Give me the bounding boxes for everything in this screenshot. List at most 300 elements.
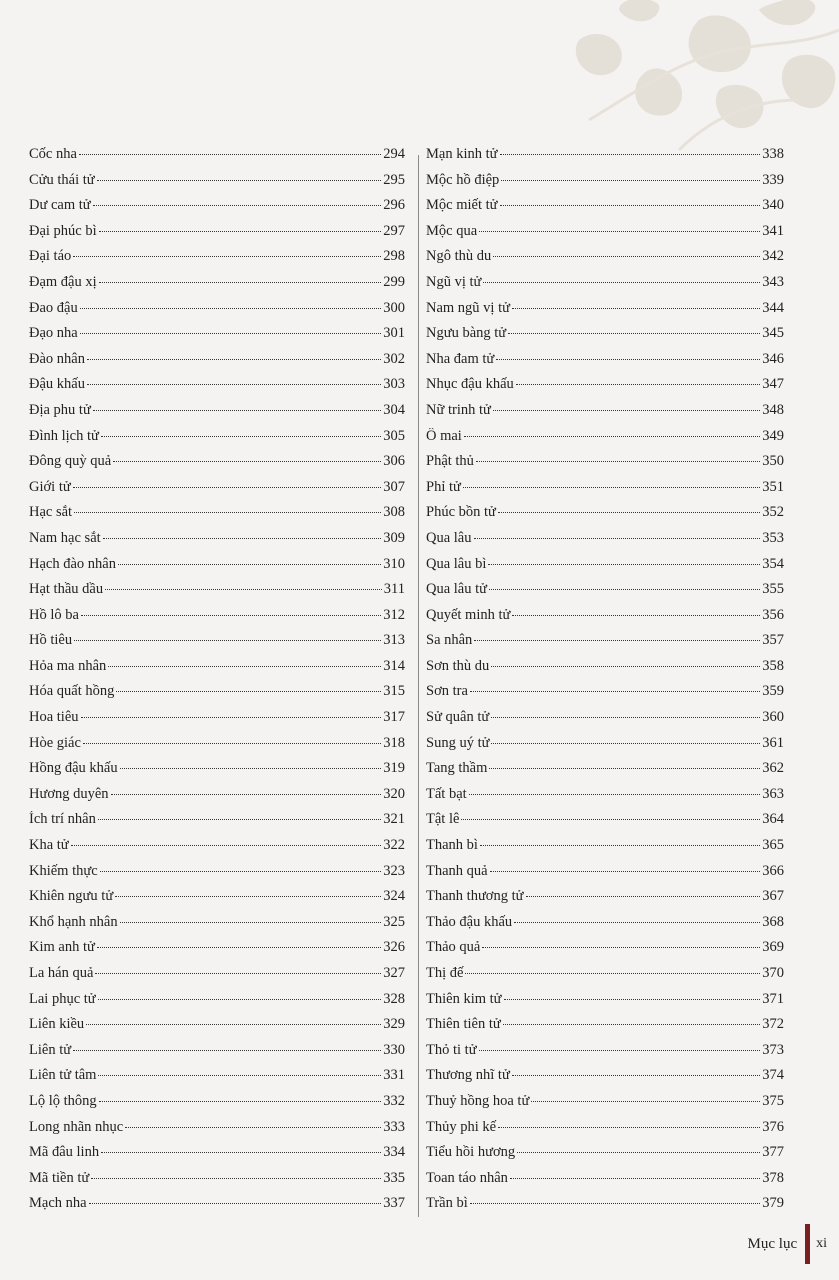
dot-leader xyxy=(479,1050,761,1051)
dot-leader xyxy=(463,487,760,488)
entry-page-number: 368 xyxy=(762,913,784,930)
toc-entry xyxy=(29,837,405,863)
toc-entry xyxy=(426,300,784,326)
entry-title: Thương nhĩ tử xyxy=(426,1067,510,1084)
entry-title: Ngũ vị tử xyxy=(426,273,482,290)
entry-title: Khổ hạnh nhân xyxy=(29,913,118,930)
toc-entry xyxy=(426,1170,784,1196)
entry-title: Toan táo nhân xyxy=(426,1169,508,1186)
entry-page-number: 359 xyxy=(762,683,784,700)
toc-entry xyxy=(29,965,405,991)
entry-title: Đại táo xyxy=(29,248,72,265)
entry-page-number: 306 xyxy=(383,453,405,470)
toc-entry xyxy=(29,1144,405,1170)
toc-entry xyxy=(29,376,405,402)
dot-leader xyxy=(125,1127,381,1128)
floral-ornament xyxy=(559,0,839,160)
entry-title: Hồ lô ba xyxy=(29,606,79,623)
dot-leader xyxy=(510,1178,760,1179)
dot-leader xyxy=(99,282,382,283)
toc-entry xyxy=(29,300,405,326)
entry-page-number: 309 xyxy=(383,529,405,546)
entry-page-number: 347 xyxy=(762,376,784,393)
entry-page-number: 308 xyxy=(383,504,405,521)
entry-page-number: 328 xyxy=(383,990,405,1007)
dot-leader xyxy=(118,564,381,565)
dot-leader xyxy=(99,231,382,232)
toc-entry xyxy=(29,197,405,223)
entry-page-number: 329 xyxy=(383,1016,405,1033)
entry-page-number: 300 xyxy=(383,299,405,316)
toc-entry xyxy=(426,658,784,684)
entry-title: Dư cam tử xyxy=(29,197,91,214)
toc-entry xyxy=(426,607,784,633)
toc-left-column xyxy=(29,146,405,1221)
entry-title: Tất bạt xyxy=(426,785,467,802)
dot-leader xyxy=(493,256,760,257)
dot-leader xyxy=(116,691,381,692)
entry-page-number: 365 xyxy=(762,837,784,854)
dot-leader xyxy=(73,256,381,257)
toc-entry xyxy=(29,453,405,479)
entry-page-number: 348 xyxy=(762,401,784,418)
entry-page-number: 339 xyxy=(762,171,784,188)
entry-title: Tiểu hồi hương xyxy=(426,1144,516,1161)
toc-entry xyxy=(29,274,405,300)
toc-entry xyxy=(29,172,405,198)
entry-page-number: 370 xyxy=(762,965,784,981)
dot-leader xyxy=(79,154,381,155)
toc-entry xyxy=(426,632,784,658)
dot-leader xyxy=(100,871,382,872)
dot-leader xyxy=(464,436,760,437)
toc-entry xyxy=(29,479,405,505)
entry-title: Khiếm thực xyxy=(29,862,98,879)
entry-page-number: 342 xyxy=(762,248,784,265)
entry-title: Hạch đào nhân xyxy=(29,555,116,572)
entry-page-number: 340 xyxy=(762,197,784,214)
toc-entry xyxy=(426,530,784,556)
toc-entry xyxy=(29,658,405,684)
dot-leader xyxy=(113,461,381,462)
dot-leader xyxy=(108,666,381,667)
entry-page-number: 376 xyxy=(762,1118,784,1135)
dot-leader xyxy=(111,794,382,795)
dot-leader xyxy=(465,973,760,974)
entry-page-number: 324 xyxy=(383,888,405,905)
dot-leader xyxy=(73,1050,381,1051)
entry-title: Thiên kim tử xyxy=(426,990,502,1007)
toc-entry xyxy=(426,1016,784,1042)
toc-entry xyxy=(29,1170,405,1196)
entry-page-number: 320 xyxy=(383,785,405,802)
entry-page-number: 318 xyxy=(383,734,405,751)
entry-page-number: 298 xyxy=(383,248,405,265)
entry-title: Hồ tiêu xyxy=(29,632,73,649)
toc-entry xyxy=(426,939,784,965)
toc-entry xyxy=(29,811,405,837)
dot-leader xyxy=(531,1101,760,1102)
entry-page-number: 319 xyxy=(383,760,405,777)
entry-page-number: 366 xyxy=(762,862,784,879)
toc-entry xyxy=(29,581,405,607)
dot-leader xyxy=(482,947,760,948)
dot-leader xyxy=(98,999,382,1000)
entry-page-number: 362 xyxy=(762,760,784,777)
entry-page-number: 378 xyxy=(762,1169,784,1186)
entry-page-number: 310 xyxy=(383,555,405,572)
entry-page-number: 307 xyxy=(383,478,405,495)
entry-title: Cốc nha xyxy=(29,146,77,162)
entry-page-number: 369 xyxy=(762,939,784,956)
toc-entry xyxy=(426,581,784,607)
dot-leader xyxy=(93,205,382,206)
dot-leader xyxy=(86,1024,381,1025)
entry-page-number: 301 xyxy=(383,325,405,342)
entry-title: Mã đâu linh xyxy=(29,1144,100,1161)
toc-entry xyxy=(426,683,784,709)
dot-leader xyxy=(115,896,381,897)
entry-title: Mạn kinh tử xyxy=(426,146,498,162)
entry-page-number: 330 xyxy=(383,1041,405,1058)
toc-entry xyxy=(426,1195,784,1221)
entry-title: Phật thủ xyxy=(426,453,474,470)
entry-page-number: 312 xyxy=(383,606,405,623)
entry-page-number: 357 xyxy=(762,632,784,649)
dot-leader xyxy=(512,1075,760,1076)
dot-leader xyxy=(105,589,382,590)
toc-entry xyxy=(426,863,784,889)
entry-page-number: 337 xyxy=(383,1195,405,1212)
toc-entry xyxy=(426,1067,784,1093)
dot-leader xyxy=(526,896,761,897)
dot-leader xyxy=(498,1127,760,1128)
entry-page-number: 304 xyxy=(383,401,405,418)
entry-title: Đậu khấu xyxy=(29,376,85,393)
toc-entry xyxy=(426,760,784,786)
dot-leader xyxy=(89,1203,382,1204)
dot-leader xyxy=(98,1075,381,1076)
entry-page-number: 353 xyxy=(762,529,784,546)
entry-title: Cửu thái tử xyxy=(29,171,95,188)
entry-title: La hán quả xyxy=(29,965,94,981)
dot-leader xyxy=(500,154,761,155)
entry-title: Địa phu tử xyxy=(29,401,91,418)
dot-leader xyxy=(503,1024,761,1025)
entry-title: Mã tiền tử xyxy=(29,1169,90,1186)
entry-page-number: 350 xyxy=(762,453,784,470)
entry-title: Mộc qua xyxy=(426,222,478,239)
entry-page-number: 375 xyxy=(762,1092,784,1109)
dot-leader xyxy=(488,564,760,565)
entry-page-number: 305 xyxy=(383,427,405,444)
entry-title: Ngưu bàng tử xyxy=(426,325,507,342)
entry-page-number: 374 xyxy=(762,1067,784,1084)
entry-page-number: 356 xyxy=(762,606,784,623)
dot-leader xyxy=(470,1203,760,1204)
toc-entry xyxy=(29,428,405,454)
entry-page-number: 299 xyxy=(383,273,405,290)
entry-title: Lai phục tử xyxy=(29,990,96,1007)
entry-page-number: 327 xyxy=(383,965,405,981)
dot-leader xyxy=(93,410,381,411)
entry-title: Kha tử xyxy=(29,837,69,854)
toc-entry xyxy=(29,504,405,530)
dot-leader xyxy=(120,768,382,769)
entry-title: Qua lâu bì xyxy=(426,555,487,572)
dot-leader xyxy=(73,487,382,488)
toc-entry xyxy=(29,709,405,735)
entry-title: Hạt thầu dầu xyxy=(29,581,104,598)
entry-title: Nhục đậu khấu xyxy=(426,376,514,393)
entry-title: Nam ngũ vị tử xyxy=(426,299,510,316)
toc-entry xyxy=(426,325,784,351)
page-number: xi xyxy=(816,1236,827,1251)
toc-entry xyxy=(29,760,405,786)
entry-title: Hỏa ma nhân xyxy=(29,657,107,674)
entry-title: Đào nhân xyxy=(29,350,85,367)
entry-page-number: 363 xyxy=(762,785,784,802)
toc-entry xyxy=(29,530,405,556)
entry-title: Ích trí nhân xyxy=(29,811,96,828)
entry-title: Đao đậu xyxy=(29,299,78,316)
dot-leader xyxy=(97,180,382,181)
entry-page-number: 311 xyxy=(383,581,405,598)
entry-title: Thanh quả xyxy=(426,862,488,879)
toc-entry xyxy=(29,351,405,377)
dot-leader xyxy=(512,308,760,309)
toc-entry xyxy=(426,837,784,863)
dot-leader xyxy=(99,1101,382,1102)
toc-entry xyxy=(426,504,784,530)
entry-page-number: 332 xyxy=(383,1092,405,1109)
toc-entry xyxy=(29,1119,405,1145)
dot-leader xyxy=(80,308,382,309)
dot-leader xyxy=(95,973,381,974)
dot-leader xyxy=(470,691,760,692)
entry-page-number: 371 xyxy=(762,990,784,1007)
entry-title: Đại phúc bì xyxy=(29,222,97,239)
toc-entry xyxy=(29,1093,405,1119)
entry-page-number: 358 xyxy=(762,657,784,674)
toc-entry xyxy=(29,1016,405,1042)
toc-entry xyxy=(426,556,784,582)
dot-leader xyxy=(83,743,381,744)
entry-page-number: 333 xyxy=(383,1118,405,1135)
toc-entry xyxy=(426,914,784,940)
dot-leader xyxy=(498,512,760,513)
toc-entry xyxy=(29,1042,405,1068)
toc-entry xyxy=(426,786,784,812)
page-footer xyxy=(748,1224,827,1264)
entry-page-number: 364 xyxy=(762,811,784,828)
dot-leader xyxy=(489,768,760,769)
dot-leader xyxy=(479,231,760,232)
dot-leader xyxy=(91,1178,381,1179)
toc-entry xyxy=(426,146,784,172)
entry-title: Đạm đậu xị xyxy=(29,273,97,290)
dot-leader xyxy=(491,743,760,744)
entry-title: Hoa tiêu xyxy=(29,709,79,726)
entry-title: Qua lâu tử xyxy=(426,581,488,598)
entry-page-number: 317 xyxy=(383,709,405,726)
entry-page-number: 344 xyxy=(762,299,784,316)
toc-entry xyxy=(426,248,784,274)
entry-title: Thỏ ti tử xyxy=(426,1041,477,1058)
dot-leader xyxy=(120,922,382,923)
entry-page-number: 343 xyxy=(762,273,784,290)
entry-title: Mộc hồ điệp xyxy=(426,171,500,188)
entry-title: Phúc bồn tử xyxy=(426,504,496,521)
toc-entry xyxy=(426,1119,784,1145)
entry-page-number: 326 xyxy=(383,939,405,956)
dot-leader xyxy=(496,359,760,360)
toc-entry xyxy=(29,786,405,812)
entry-title: Thanh thương tử xyxy=(426,888,524,905)
entry-page-number: 334 xyxy=(383,1144,405,1161)
entry-page-number: 354 xyxy=(762,555,784,572)
dot-leader xyxy=(512,615,760,616)
dot-leader xyxy=(500,205,761,206)
entry-title: Nữ trinh tử xyxy=(426,401,491,418)
entry-page-number: 294 xyxy=(383,146,405,162)
entry-page-number: 361 xyxy=(762,734,784,751)
entry-title: Mạch nha xyxy=(29,1195,87,1212)
entry-title: Liên tử xyxy=(29,1041,72,1058)
toc-entry xyxy=(426,1093,784,1119)
toc-entry xyxy=(426,735,784,761)
toc-entry xyxy=(29,1195,405,1221)
entry-title: Hạc sắt xyxy=(29,504,73,521)
dot-leader xyxy=(87,359,381,360)
toc-entry xyxy=(29,914,405,940)
entry-page-number: 313 xyxy=(383,632,405,649)
dot-leader xyxy=(98,819,381,820)
entry-page-number: 367 xyxy=(762,888,784,905)
entry-title: Thanh bì xyxy=(426,837,478,854)
dot-leader xyxy=(483,282,760,283)
entry-page-number: 373 xyxy=(762,1041,784,1058)
toc-entry xyxy=(426,811,784,837)
toc-right-column xyxy=(426,146,784,1221)
dot-leader xyxy=(493,410,760,411)
entry-page-number: 295 xyxy=(383,171,405,188)
entry-title: Lộ lộ thông xyxy=(29,1092,97,1109)
accent-bar xyxy=(805,1224,810,1264)
toc-entry xyxy=(29,939,405,965)
entry-title: Qua lâu xyxy=(426,529,472,546)
entry-title: Thảo đậu khấu xyxy=(426,913,513,930)
dot-leader xyxy=(103,538,382,539)
toc-entry xyxy=(29,863,405,889)
dot-leader xyxy=(517,1152,760,1153)
dot-leader xyxy=(87,384,381,385)
entry-page-number: 379 xyxy=(762,1195,784,1212)
toc-entry xyxy=(426,1144,784,1170)
entry-title: Hồng đậu khấu xyxy=(29,760,118,777)
entry-title: Long nhãn nhục xyxy=(29,1118,124,1135)
dot-leader xyxy=(474,538,761,539)
toc-entry xyxy=(29,223,405,249)
dot-leader xyxy=(80,333,382,334)
dot-leader xyxy=(476,461,760,462)
toc-entry xyxy=(426,453,784,479)
entry-title: Đông quỳ quả xyxy=(29,453,112,470)
entry-page-number: 325 xyxy=(383,913,405,930)
toc-entry xyxy=(29,683,405,709)
column-divider xyxy=(418,155,419,1217)
entry-page-number: 296 xyxy=(383,197,405,214)
dot-leader xyxy=(461,819,760,820)
entry-title: Khiên ngưu tử xyxy=(29,888,114,905)
dot-leader xyxy=(474,640,760,641)
entry-title: Ngô thù du xyxy=(426,248,492,265)
entry-title: Giới tử xyxy=(29,478,71,495)
toc-entry xyxy=(426,274,784,300)
entry-title: Hóa quất hồng xyxy=(29,683,115,700)
dot-leader xyxy=(97,947,381,948)
toc-entry xyxy=(29,146,405,172)
dot-leader xyxy=(101,436,381,437)
toc-entry xyxy=(29,556,405,582)
toc-entry xyxy=(426,223,784,249)
entry-page-number: 360 xyxy=(762,709,784,726)
entry-page-number: 335 xyxy=(383,1169,405,1186)
toc-entry xyxy=(29,402,405,428)
entry-title: Thảo quả xyxy=(426,939,481,956)
entry-title: Thị đế xyxy=(426,965,464,981)
entry-title: Nha đam tử xyxy=(426,350,495,367)
dot-leader xyxy=(81,717,382,718)
entry-title: Thiên tiên tử xyxy=(426,1016,501,1033)
entry-title: Đạo nha xyxy=(29,325,78,342)
entry-page-number: 303 xyxy=(383,376,405,393)
toc-entry xyxy=(29,1067,405,1093)
toc-entry xyxy=(426,197,784,223)
entry-title: Hòe giác xyxy=(29,734,81,751)
toc-entry xyxy=(29,325,405,351)
entry-page-number: 372 xyxy=(762,1016,784,1033)
entry-page-number: 297 xyxy=(383,222,405,239)
dot-leader xyxy=(504,999,761,1000)
entry-page-number: 338 xyxy=(762,146,784,162)
entry-title: Sơn tra xyxy=(426,683,468,700)
entry-title: Thuỷ hồng hoa tử xyxy=(426,1092,530,1109)
dot-leader xyxy=(74,512,381,513)
entry-page-number: 351 xyxy=(762,478,784,495)
entry-title: Sung uý tử xyxy=(426,734,490,751)
toc-entry xyxy=(426,172,784,198)
entry-title: Nam hạc sắt xyxy=(29,529,101,546)
dot-leader xyxy=(491,717,760,718)
dot-leader xyxy=(514,922,760,923)
entry-page-number: 302 xyxy=(383,350,405,367)
entry-title: Liên kiều xyxy=(29,1016,85,1033)
entry-title: Trần bì xyxy=(426,1195,468,1212)
toc-entry xyxy=(29,632,405,658)
entry-page-number: 315 xyxy=(383,683,405,700)
entry-title: Sơn thù du xyxy=(426,657,490,674)
dot-leader xyxy=(490,871,761,872)
toc-entry xyxy=(426,1042,784,1068)
toc-entry xyxy=(426,351,784,377)
toc-entry xyxy=(426,402,784,428)
entry-title: Sa nhân xyxy=(426,632,473,649)
dot-leader xyxy=(101,1152,381,1153)
toc-entry xyxy=(426,376,784,402)
entry-title: Đình lịch tử xyxy=(29,427,99,444)
toc-entry xyxy=(29,735,405,761)
